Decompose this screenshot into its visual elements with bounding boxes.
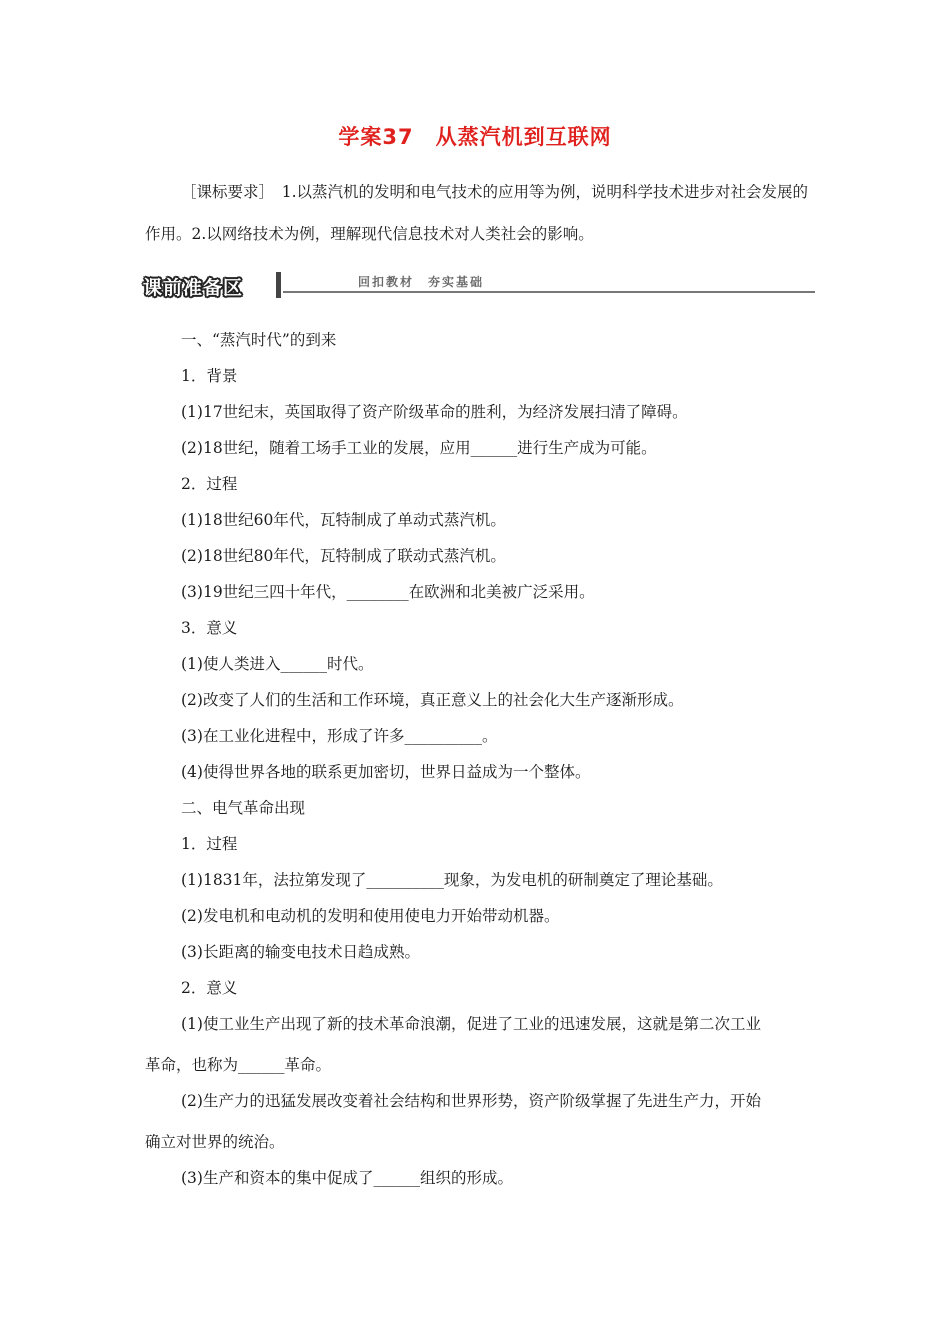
paragraph-line: (2)18世纪，随着工场手工业的发展，应用______进行生产成为可能。 xyxy=(181,439,657,457)
paragraph-line: (3)19世纪三四十年代，________在欧洲和北美被广泛采用。 xyxy=(181,583,595,601)
paragraph-line: (1)使工业生产出现了新的技术革命浪潮，促进了工业的迅速发展，这就是第二次工业 xyxy=(181,1015,761,1033)
subheading: 3．意义 xyxy=(181,619,238,637)
paragraph-line: (3)生产和资本的集中促成了______组织的形成。 xyxy=(181,1169,513,1187)
subheading: 1．背景 xyxy=(181,367,238,385)
paragraph-line: (2)18世纪80年代，瓦特制成了联动式蒸汽机。 xyxy=(181,547,506,565)
paragraph-line: 确立对世界的统治。 xyxy=(145,1133,285,1151)
banner-line xyxy=(283,291,815,293)
section-heading: 二、电气革命出现 xyxy=(181,799,306,817)
banner-label: 课前准备区 xyxy=(143,277,244,299)
section-banner xyxy=(143,270,815,300)
subheading: 1．过程 xyxy=(181,835,238,853)
paragraph-line: (2)改变了人们的生活和工作环境，真正意义上的社会化大生产逐渐形成。 xyxy=(181,691,684,709)
paragraph-line: (3)长距离的输变电技术日趋成熟。 xyxy=(181,943,420,961)
banner-bar xyxy=(276,272,281,298)
banner-subtitle: 回扣教材 夯实基础 xyxy=(358,275,485,289)
paragraph-line: (2)发电机和电动机的发明和使用使电力开始带动机器。 xyxy=(181,907,560,925)
paragraph-line: (3)在工业化进程中，形成了许多__________。 xyxy=(181,727,498,745)
paragraph-line: (4)使得世界各地的联系更加密切，世界日益成为一个整体。 xyxy=(181,763,591,781)
subheading: 2．过程 xyxy=(181,475,238,493)
page-title: 学案37 从蒸汽机到互联网 xyxy=(338,125,612,149)
section-heading: 一、“蒸汽时代”的到来 xyxy=(181,331,337,349)
paragraph-line: (1)18世纪60年代，瓦特制成了单动式蒸汽机。 xyxy=(181,511,506,529)
paragraph-line: (2)生产力的迅猛发展改变着社会结构和世界形势，资产阶级掌握了先进生产力，开始 xyxy=(181,1092,761,1110)
curriculum-requirements: ［课标要求］ 1.以蒸汽机的发明和电气技术的应用等为例，说明科学技术进步对社会发展的作用。2.以网络技术为例，理解现代信息技术对人类社会的影响。 xyxy=(145,183,809,243)
paragraph-line: 革命，也称为______革命。 xyxy=(145,1056,332,1074)
paragraph-line: (1)1831年，法拉第发现了__________现象，为发电机的研制奠定了理论基础。 xyxy=(181,871,723,889)
paragraph-line: (1)使人类进入______时代。 xyxy=(181,655,374,673)
paragraph-line: (1)17世纪末，英国取得了资产阶级革命的胜利，为经济发展扫清了障碍。 xyxy=(181,403,688,421)
subheading: 2．意义 xyxy=(181,979,238,997)
